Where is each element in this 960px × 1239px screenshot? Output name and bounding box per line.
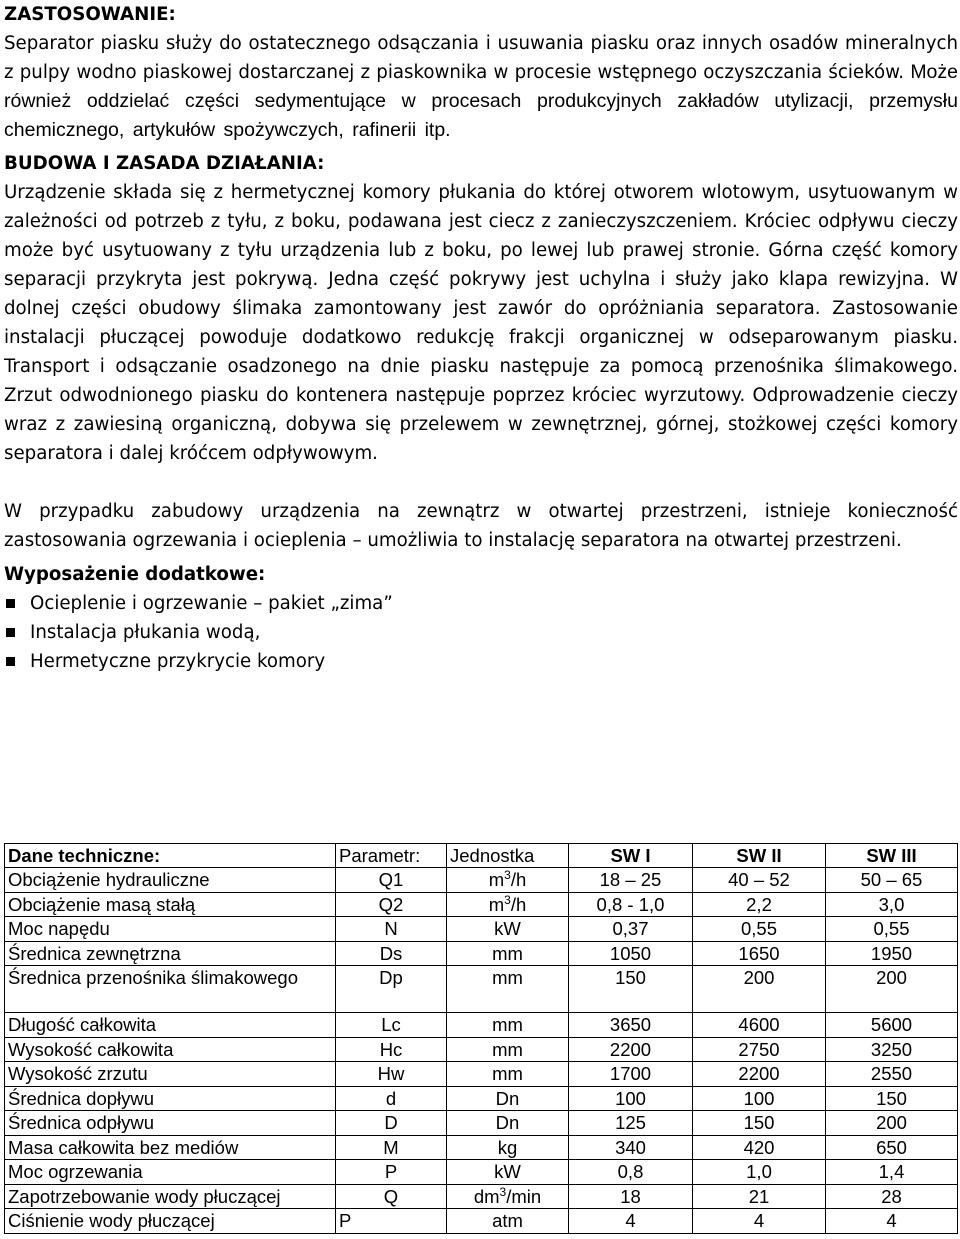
list-item [4, 647, 958, 676]
table-cell: mm [447, 1062, 569, 1087]
table-cell: $m^3/h$ [447, 892, 569, 917]
table-cell: 2,2 [693, 892, 826, 917]
table-cell: 28 [826, 1184, 958, 1209]
header-cell: Jednostka [447, 844, 569, 868]
table-cell: M [336, 1135, 447, 1160]
usage-paragraph [4, 29, 958, 145]
table-cell: 1700 [569, 1062, 693, 1087]
table-cell: Q1 [336, 868, 447, 893]
table-row [5, 941, 958, 966]
table-cell: 4 [569, 1209, 693, 1234]
table-cell: 0,55 [693, 917, 826, 942]
row-label-cell: Długość całkowita [5, 1013, 336, 1038]
table-row [5, 1135, 958, 1160]
table-cell: $m^3/h$ [447, 868, 569, 893]
row-label-cell: Średnica odpływu [5, 1111, 336, 1136]
table-cell: 2550 [826, 1062, 958, 1087]
table-cell: 3650 [569, 1013, 693, 1038]
table-cell: 125 [569, 1111, 693, 1136]
table-cell: mm [447, 941, 569, 966]
superscript: 3 [504, 892, 511, 907]
table-cell: 4600 [693, 1013, 826, 1038]
row-label-cell: Moc ogrzewania [5, 1160, 336, 1185]
table-row [5, 1086, 958, 1111]
equipment-item-label: Instalacja płukania wodą, [30, 622, 261, 643]
bullet-square-icon [6, 628, 15, 637]
table-cell: 3,0 [826, 892, 958, 917]
table-cell: Lc [336, 1013, 447, 1038]
table-cell: 100 [569, 1086, 693, 1111]
table-row [5, 1013, 958, 1038]
row-label-cell: Obciążenie hydrauliczne [5, 868, 336, 893]
table-cell: 420 [693, 1135, 826, 1160]
table-body [5, 868, 958, 1234]
table-cell: 150 [569, 966, 693, 1013]
table-row [5, 1111, 958, 1136]
table-cell: Hw [336, 1062, 447, 1087]
table-cell: 1050 [569, 941, 693, 966]
row-label-cell: Wysokość całkowita [5, 1037, 336, 1062]
table-cell: Q2 [336, 892, 447, 917]
table-cell: mm [447, 1013, 569, 1038]
table-cell: P [336, 1209, 447, 1234]
table-cell: 1,0 [693, 1160, 826, 1185]
bullet-square-icon [6, 657, 15, 666]
table-cell: Q [336, 1184, 447, 1209]
table-cell: mm [447, 966, 569, 1013]
usage-text-1: Separator piasku służy do ostatecznego odsączania i usuwania piasku oraz innych osadów mineralnych z pulpy wodno piaskowej dostarczanej z piaskownika w procesie wstępnego oczyszczania ścieków. [4, 33, 958, 83]
header-cell: Parametr: [336, 844, 447, 868]
header-cell: Dane techniczne: [5, 844, 336, 868]
table-cell: 21 [693, 1184, 826, 1209]
equipment-list [4, 589, 958, 676]
table-cell: 2200 [569, 1037, 693, 1062]
row-label-cell: Masa całkowita bez mediów [5, 1135, 336, 1160]
table-row [5, 892, 958, 917]
table-cell: 4 [826, 1209, 958, 1234]
header-cell: SW I [569, 844, 693, 868]
row-label-cell: Obciążenie masą stałą [5, 892, 336, 917]
table-cell: 5600 [826, 1013, 958, 1038]
header-cell: SW II [693, 844, 826, 868]
equipment-item-label: Hermetyczne przykrycie komory [30, 651, 326, 672]
table-cell: 200 [693, 966, 826, 1013]
row-label-cell: Średnica dopływu [5, 1086, 336, 1111]
technical-data-table [4, 843, 958, 1234]
table-row [5, 1037, 958, 1062]
row-label-cell: Moc napędu [5, 917, 336, 942]
table-cell: 50 – 65 [826, 868, 958, 893]
table-cell: 200 [826, 966, 958, 1013]
table-cell: 2750 [693, 1037, 826, 1062]
table-cell: 4 [693, 1209, 826, 1234]
table-cell: 0,37 [569, 917, 693, 942]
table-cell: Hc [336, 1037, 447, 1062]
superscript: 3 [504, 867, 511, 882]
table-cell: 150 [693, 1111, 826, 1136]
table-cell: d [336, 1086, 447, 1111]
table-cell: 1950 [826, 941, 958, 966]
outdoor-paragraph: W przypadku zabudowy urządzenia na zewnątrz w otwartej przestrzeni, istnieje konieczność zastosowania ogrzewania i ocieplenia – umożliwia to instalację separatora na otwartej przestrzeni. [4, 501, 958, 551]
table-cell: Ds [336, 941, 447, 966]
table-cell: 650 [826, 1135, 958, 1160]
build-heading: BUDOWA I ZASADA DZIAŁANIA: [4, 153, 325, 174]
equipment-item-label: Ocieplenie i ogrzewanie – pakiet „zima” [30, 593, 393, 614]
table-row [5, 868, 958, 893]
table-row [5, 1184, 958, 1209]
table-cell: Dn [447, 1111, 569, 1136]
table-cell: P [336, 1160, 447, 1185]
table-cell: 40 – 52 [693, 868, 826, 893]
document-body [4, 0, 958, 676]
table-row [5, 917, 958, 942]
table-cell: 150 [826, 1086, 958, 1111]
table-row [5, 966, 958, 1013]
build-paragraph: Urządzenie składa się z hermetycznej komory płukania do której otworem wlotowym, usytuowanym w zależności od potrzeb z tyłu, z boku, podawana jest ciecz z zanieczyszczeniem. Króciec odpływu cieczy może być usytuowany z tyłu urządzenia lub z boku, po lewej lub prawej stronie. Górna część komory separacji przykryta jest pokrywą. Jedna część pokrywy jest uchylna i służy jako klapa rewizyjna. W dolnej części obudowy ślimaka zamontowany jest zawór do opróżniania separatora. Zastosowanie instalacji płuczącej powoduje dodatkowo redukcję frakcji organicznej w odseparowanym piasku. Transport i odsączanie osadzonego na dnie piasku następuje za pomocą przenośnika ślimakowego. Zrzut odwodnionego piasku do kontenera następuje poprzez króciec wyrzutowy. Odprowadzenie cieczy wraz z zawiesiną organiczną, dobywa się przelewem w zewnętrznej, górnej, stożkowej części komory separatora i dalej króćcem odpływowym. [4, 182, 958, 464]
usage-heading: ZASTOSOWANIE: [4, 4, 176, 25]
table-cell: N [336, 917, 447, 942]
table-row [5, 1062, 958, 1087]
table-cell: atm [447, 1209, 569, 1234]
table-cell: Dp [336, 966, 447, 1013]
table-cell: 2200 [693, 1062, 826, 1087]
table-cell: D [336, 1111, 447, 1136]
superscript: 3 [499, 1184, 507, 1199]
row-label-cell: Ciśnienie wody płuczącej [5, 1209, 336, 1234]
row-label-cell: Średnica przenośnika ślimakowego [5, 966, 336, 1013]
usage-text-2: Może również oddzielać części sedymentujące w procesach produkcyjnych zakładów utylizacji, przemysłu chemicznego, artykułów spożywczych, rafinerii itp. [4, 61, 958, 141]
table-cell: 0,55 [826, 917, 958, 942]
table-cell: 1650 [693, 941, 826, 966]
table-cell: 18 – 25 [569, 868, 693, 893]
table-cell: mm [447, 1037, 569, 1062]
table-cell: Dn [447, 1086, 569, 1111]
table-cell: kg [447, 1135, 569, 1160]
equipment-heading: Wyposażenie dodatkowe: [4, 564, 266, 585]
table-cell: 200 [826, 1111, 958, 1136]
table-header-row [5, 844, 958, 868]
table-cell: $dm^3/\min$ [447, 1184, 569, 1209]
table-cell: 0,8 - 1,0 [569, 892, 693, 917]
table-row [5, 1209, 958, 1234]
table-cell: kW [447, 1160, 569, 1185]
row-label-cell: Zapotrzebowanie wody płuczącej [5, 1184, 336, 1209]
row-label-cell: Średnica zewnętrzna [5, 941, 336, 966]
table-cell: 0,8 [569, 1160, 693, 1185]
list-item [4, 589, 958, 618]
table-cell: 3250 [826, 1037, 958, 1062]
table-cell: 18 [569, 1184, 693, 1209]
table-cell: kW [447, 917, 569, 942]
row-label-cell: Wysokość zrzutu [5, 1062, 336, 1087]
table-cell: 340 [569, 1135, 693, 1160]
header-cell: SW III [826, 844, 958, 868]
table-row [5, 1160, 958, 1185]
table-cell: 1,4 [826, 1160, 958, 1185]
table-cell: 100 [693, 1086, 826, 1111]
list-item [4, 618, 958, 647]
bullet-square-icon [6, 599, 15, 608]
